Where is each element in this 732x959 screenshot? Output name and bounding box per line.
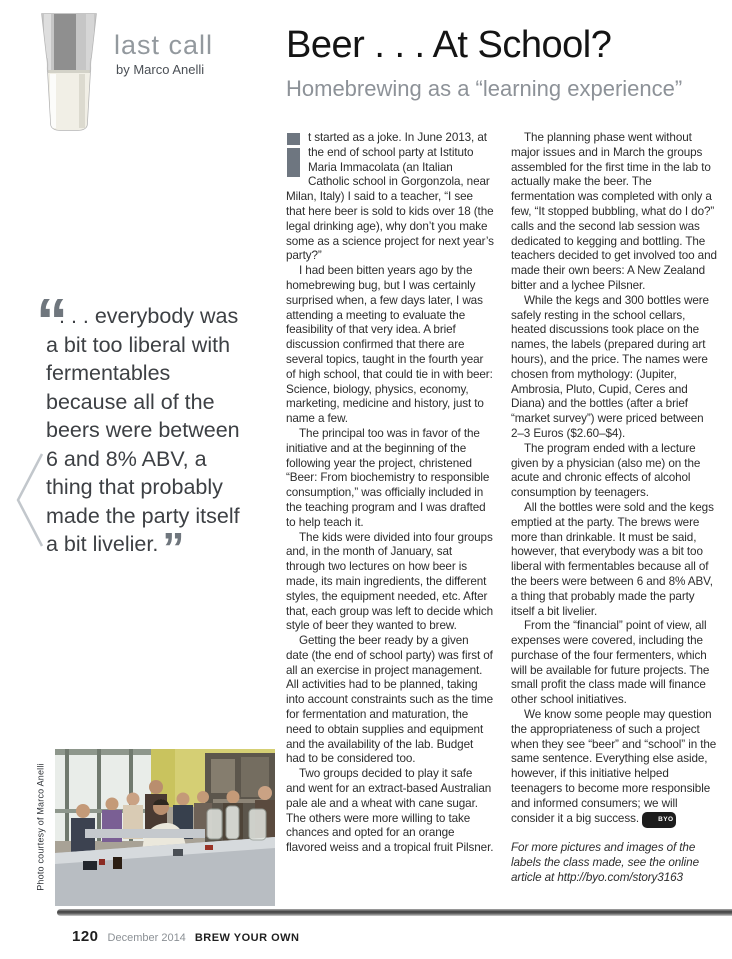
beer-glass-graphic	[34, 12, 104, 134]
article-title: Beer . . . At School?	[286, 24, 612, 66]
article-column-left	[286, 131, 494, 856]
drop-cap-i	[287, 133, 301, 177]
byo-endmark: BYO	[642, 812, 676, 829]
column-masthead	[114, 30, 213, 77]
close-quote-mark: ”	[162, 524, 185, 573]
article-header	[286, 24, 726, 102]
pull-quote	[16, 285, 256, 573]
footer-rule	[57, 909, 732, 916]
pull-quote-body: . . . everybody was a bit too liberal with fermentables because all of the beers were between 6 and 8% ABV, a thing that probably made the party itself a bit livelier.	[46, 304, 240, 556]
online-article-note: For more pictures and images of the labels the class made, see the online article at http://byo.com/story3163	[511, 841, 699, 885]
paragraph	[286, 131, 494, 264]
paragraph: From the “financial” point of view, all expenses were covered, including the purchase of the four fermenters, which will be available for future projects. The small profit the class made will finance other school initiatives.	[511, 619, 710, 707]
beer-glass-image	[34, 12, 104, 134]
column-name: last call	[114, 30, 214, 60]
paragraph: Two groups decided to play it safe and went for an extract-based Australian pale ale and a wheat with cane sugar. The others were more willing to take chances and opted for an orange flavored weiss and a tropical fruit Pilsner.	[286, 767, 494, 855]
issue-date: December 2014	[107, 932, 186, 944]
paragraph: The principal too was in favor of the initiative and at the beginning of the following year the project, christened “Beer: From biochemistry to responsible consumption,” was officially included in the teaching program and I was drafted to help teach it.	[286, 426, 490, 529]
paragraph: All the bottles were sold and the kegs emptied at the party. The brews were more than drinkable. It must be said, however, that everybody was a bit too liberal with fermentables because all of the beers were between 6 and 8% ABV, a thing that probably made the party itself a bit livelier.	[511, 500, 714, 618]
chevron-left-ornament	[14, 452, 46, 548]
page-footer	[72, 928, 300, 945]
paragraph: While the kegs and 300 bottles were safely resting in the school cellars, heated discussions took place on the names, the labels (prepared during art hours), and the price. The names were chosen from mythology: (Jupiter, Ambrosia, Pluto, Cupid, Ceres and Diana) and the bottles (after a brief “market survey”) were priced between 2–3 Euros ($2.60–$4).	[511, 293, 709, 440]
paragraph: The program ended with a lecture given by a physician (also me) on the acute and chronic effects of alcohol consumption by teenagers.	[511, 441, 701, 500]
paragraph: The kids were divided into four groups and, in the month of January, sat through two lectures on how beer is made, its main ingredients, the different styles, the equipment needed, etc. After that, each group was left to decide which style of beer they wanted to brew.	[286, 530, 494, 633]
magazine-name: BREW YOUR OWN	[194, 932, 300, 944]
paragraph-text: t started as a joke. In June 2013, at the end of school party at Istituto Maria Immacolata (an Italian Catholic school in Gorgonzola, near Milan, Italy) I said to a teacher, “I see that here beer is sold to kids over 18 (the legal drinking age), why don’t you make some as a science project for next year’s party?”	[286, 131, 494, 263]
classroom-photo-graphic	[55, 749, 275, 906]
article-column-right	[511, 131, 718, 886]
open-quote-mark: “	[36, 285, 68, 357]
paragraph: I had been bitten years ago by the homebrewing bug, but I was certainly surprised when, a few days later, I was attending a meeting to evaluate the feasibility of that very idea. A brief discussion confirmed that there are several topics, taught in the fourth year of high school, that could tie in with beer: Science, biology, physics, economy, marketing, medicine and history, just to name a few.	[286, 264, 493, 426]
paragraph	[511, 708, 718, 828]
article-subtitle: Homebrewing as a “learning experience”	[286, 76, 683, 101]
author-byline: by Marco Anelli	[116, 62, 205, 77]
classroom-photo	[55, 749, 275, 906]
photo-credit: Photo courtesy of Marco Anelli	[35, 763, 46, 891]
paragraph: Getting the beer ready by a given date (the end of school party) was first of all an exercise in project management. All activities had to be planned, taking into account constraints such as the time for fermentation and maturation, the need to obtain supplies and equipment and the availability of the lab. Budget had to be considered too.	[286, 634, 494, 766]
page-number: 120	[72, 928, 99, 945]
paragraph-text: We know some people may question the appropriateness of such a project when they see “beer” and “school” in the same sentence. Everything else aside, however, if this initiative helped teenagers to become more responsible and informed consumers; we will consider it a big success.	[511, 708, 717, 825]
pull-quote-text	[46, 302, 256, 573]
paragraph: The planning phase went without major issues and in March the groups assembled for the first time in the lab to actually make the beer. The fermentation was completed with only a few, “It stopped bubbling, what do I do?” calls and the second lab session was dedicated to kegging and bottling. The teachers decided to get involved too and made their own beers: A New Zealand bitter and a lychee Pilsner.	[511, 131, 717, 292]
